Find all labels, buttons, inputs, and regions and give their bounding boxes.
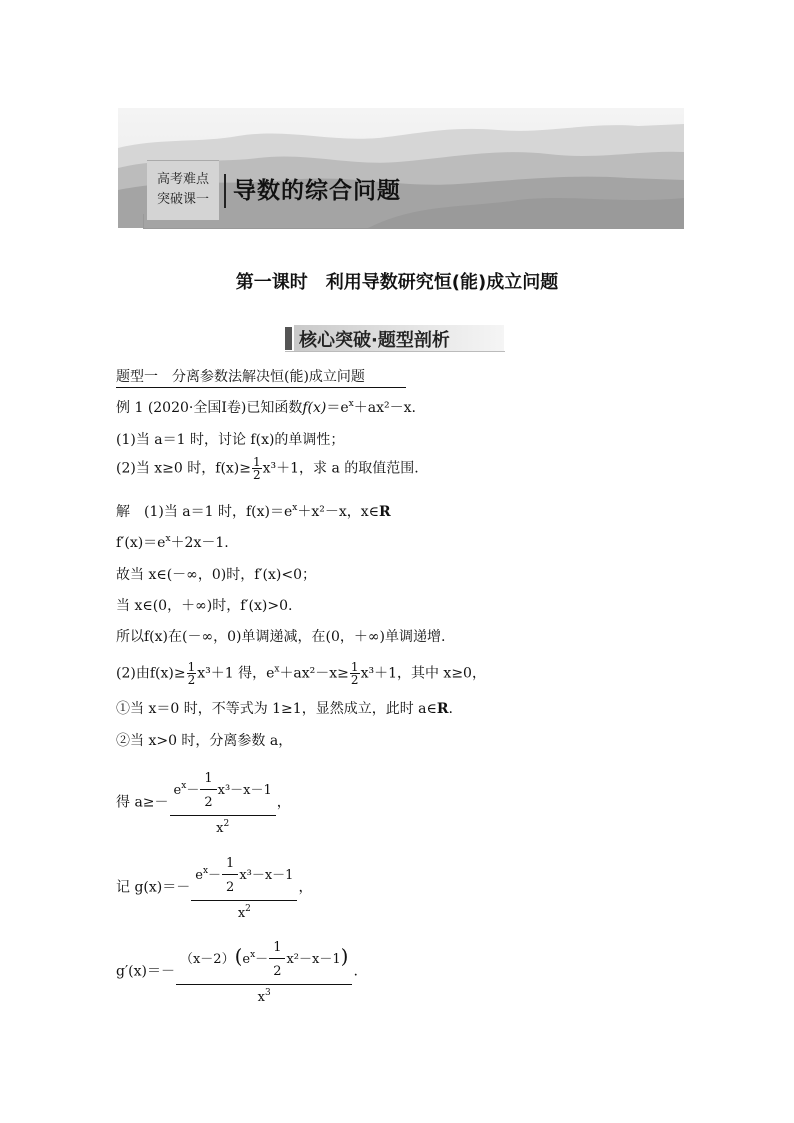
exp-x: x	[250, 950, 256, 960]
section-heading	[285, 325, 505, 351]
lesson-title: 第一课时 利用导数研究恒(能)成立问题	[235, 272, 559, 293]
sol-part-b: ＋x²－x，x∈	[297, 504, 380, 520]
topic-heading: 题型一 分离参数法解决恒(能)成立问题	[116, 369, 365, 385]
part2-line	[116, 661, 486, 686]
deriv-part-b: ＋2x－1.	[170, 535, 229, 551]
p2-part-c: ＋ax²－x≥	[279, 665, 349, 682]
p2-part-b: x³＋1 得，e	[197, 665, 275, 682]
half-num: 1	[226, 856, 235, 871]
gp-num-a: （x－2）	[179, 952, 235, 967]
example-statement	[116, 399, 416, 417]
chapter-title: 导数的综合问题	[233, 178, 401, 204]
num-minus: －	[186, 783, 200, 798]
half-num: 1	[204, 771, 213, 786]
section-bar	[285, 327, 292, 350]
half-num: 1	[350, 660, 359, 674]
section-underline	[285, 351, 505, 352]
monotonicity-line: 所以f(x)在(－∞，0)单调递减，在(0，＋∞)单调递增.	[116, 629, 446, 645]
de-prefix: 得 a≥－	[116, 794, 169, 811]
exp-x: x	[274, 664, 280, 675]
separated-inequality	[116, 768, 291, 837]
example-label: 例 1	[116, 400, 144, 416]
banner-underline	[143, 228, 684, 229]
half-num: 1	[273, 940, 282, 955]
num-e: e	[173, 783, 182, 798]
half-den: 2	[350, 673, 359, 687]
half-num: 1	[187, 660, 196, 674]
exp-x: x	[202, 866, 209, 876]
half-den: 2	[187, 673, 196, 687]
half-den: 2	[269, 958, 285, 980]
exp-x: x	[348, 399, 354, 409]
den-sq: 2	[223, 819, 230, 829]
sol-part-a: 解 (1)当 a＝1 时，f(x)＝e	[116, 504, 293, 520]
chapter-tag	[147, 160, 219, 220]
big-fraction	[170, 768, 276, 837]
sol-R: R	[379, 504, 391, 520]
half-den: 2	[200, 789, 216, 811]
g-definition	[116, 853, 312, 922]
p2-part-d: x³＋1，其中 x≥0，	[360, 665, 486, 682]
example-prefix: 已知函数	[246, 400, 303, 416]
tag-separator	[224, 174, 226, 208]
den-x: x	[257, 990, 265, 1005]
case-1-line	[116, 700, 453, 718]
g-derivative	[116, 937, 358, 1006]
case-negative: 故当 x∈(－∞，0)时，f′(x)<0；	[116, 567, 317, 583]
g-prefix: 记 g(x)＝－	[116, 879, 191, 896]
den-x: x	[216, 821, 224, 836]
half-den: 2	[222, 874, 238, 896]
c1-end: .	[448, 701, 453, 717]
num-minus: －	[255, 952, 269, 967]
den-cube: 3	[265, 988, 271, 998]
question-2	[116, 456, 419, 481]
gp-end: .	[353, 963, 358, 980]
banner-tick	[143, 214, 144, 229]
tag-line-2: 突破课一	[156, 192, 209, 207]
exp-x: x	[292, 503, 298, 513]
example-def: ＝e	[326, 400, 349, 416]
derivative-line	[116, 534, 229, 552]
section-heading-text: 核心突破·题型剖析	[299, 330, 450, 351]
case-2-line: ②当 x>0 时，分离参数 a，	[116, 733, 293, 749]
example-source: (2020·全国Ⅰ卷)	[147, 400, 247, 416]
half-den: 2	[253, 468, 261, 482]
c1-R: R	[436, 701, 449, 717]
num-e: e	[195, 868, 203, 883]
exp-x: x	[181, 781, 187, 791]
gp-prefix: g′(x)＝－	[116, 963, 175, 980]
gp-num-c: x²－x－1	[286, 952, 341, 967]
case-positive: 当 x∈(0，＋∞)时，f′(x)>0.	[116, 598, 293, 614]
big-fraction: $(x-2)(e^x-$ $\frac{1}{2}$ x²－x－1) $x^3$	[176, 937, 352, 1006]
num-minus: －	[208, 868, 222, 883]
tag-line-1: 高考难点	[156, 172, 209, 187]
q2-part-a: (2)当 x≥0 时，f(x)≥	[116, 460, 251, 477]
question-1: (1)当 a＝1 时，讨论 f(x)的单调性；	[116, 432, 345, 448]
g-end: ，	[298, 879, 313, 896]
den-sq: 2	[245, 904, 251, 914]
example-def-tail: ＋ax²－x.	[353, 400, 416, 416]
example-fn: f(x)	[302, 400, 327, 416]
p2-part-a: (2)由f(x)≥	[116, 665, 186, 682]
deriv-part-a: f′(x)＝e	[116, 535, 166, 551]
big-fraction	[191, 853, 297, 922]
de-end: ，	[276, 794, 291, 811]
num-tail: x³－x－1	[217, 783, 272, 798]
q2-part-b: x³＋1，求 a 的取值范围.	[262, 460, 419, 477]
solution-line	[116, 503, 391, 521]
num-tail: x³－x－1	[239, 868, 294, 883]
exp-x: x	[165, 534, 171, 544]
den-x: x	[237, 906, 246, 921]
num-e: e	[242, 952, 251, 967]
half-num: 1	[253, 455, 261, 469]
topic-rule	[116, 387, 406, 388]
c1-part-a: ①当 x＝0 时，不等式为 1≥1，显然成立，此时 a∈	[116, 701, 437, 717]
